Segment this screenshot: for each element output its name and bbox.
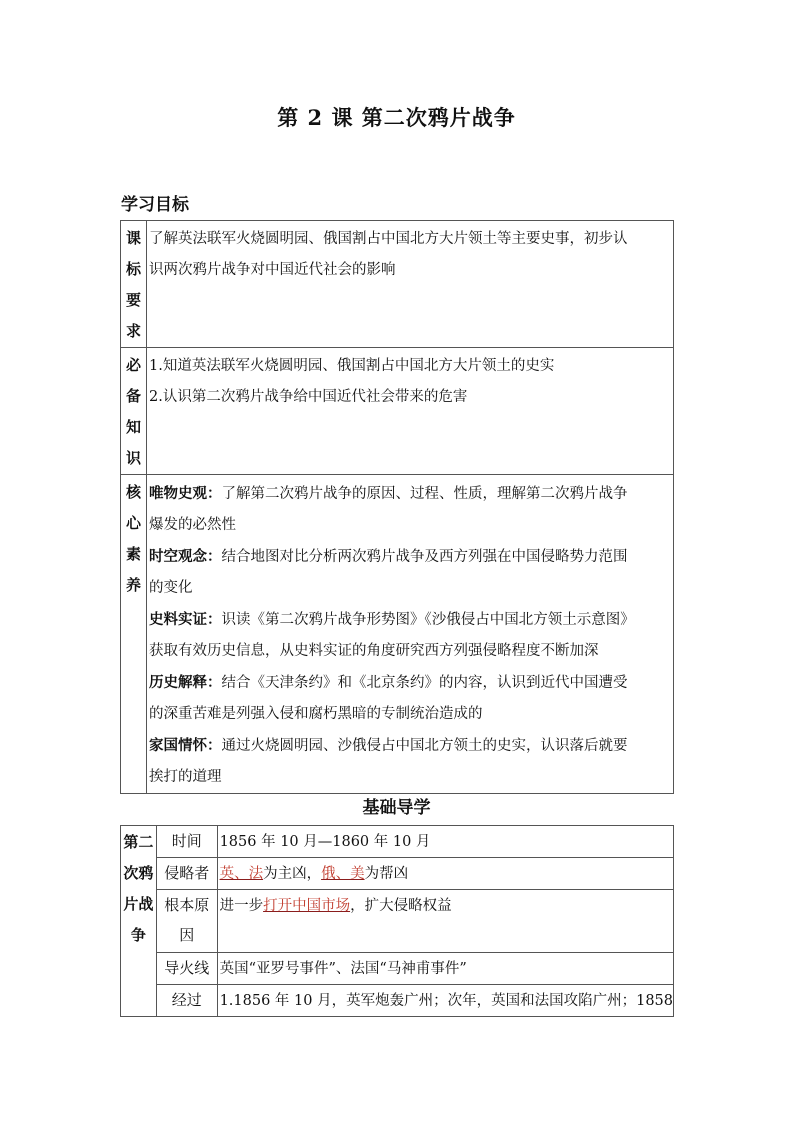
guide-row-cause <box>121 890 674 953</box>
competency-item: 时空观念：结合地图对比分析两次鸦片战争及西方列强在中国侵略势力范围 <box>149 548 628 565</box>
competency-item: 唯物史观：了解第二次鸦片战争的原因、过程、性质，理解第二次鸦片战争 <box>149 485 628 502</box>
goals-table <box>120 220 674 794</box>
text-line: 1.知道英法联军火烧圆明园、俄国割占中国北方大片领土的史实 <box>149 358 555 374</box>
value-fuse: 英国“亚罗号事件”、法国“马神甫事件” <box>217 953 673 985</box>
competency-item: 史料实证：识读《第二次鸦片战争形势图》《沙俄侵占中国北方领土示意图》 <box>149 611 635 628</box>
competency-term: 时空观念： <box>149 548 222 565</box>
text-line: 挨打的道理 <box>149 769 222 785</box>
guide-row-invaders <box>121 858 674 890</box>
page-title: 第 2 课 第二次鸦片战争 <box>277 105 516 130</box>
label-time: 时间 <box>156 826 217 858</box>
standards-content <box>147 221 674 348</box>
competency-term: 历史解释： <box>149 674 222 691</box>
guide-row-fuse <box>121 953 674 985</box>
row-label-knowledge: 必 备 知 识 <box>121 348 147 475</box>
label-fuse: 导火线 <box>156 953 217 985</box>
guide-table <box>120 825 674 1017</box>
section-heading-goals: 学习目标 <box>121 195 189 215</box>
row-label-standards: 课 标 要 求 <box>121 221 147 348</box>
goals-row-knowledge <box>121 348 674 475</box>
row-label-war: 第二 次鸦 片战 争 <box>121 826 157 1017</box>
competencies-content <box>147 475 674 794</box>
text-line: 了解英法联军火烧圆明园、俄国割占中国北方大片领土等主要史事，初步认 <box>149 231 628 247</box>
label-course: 经过 <box>156 985 217 1017</box>
text-line: 2.认识第二次鸦片战争给中国近代社会带来的危害 <box>149 389 468 405</box>
value-course: 1.1856 年 10 月，英军炮轰广州；次年，英国和法国攻陷广州；1858 <box>217 985 673 1017</box>
label-invaders: 侵略者 <box>156 858 217 890</box>
text-line: 的变化 <box>149 580 193 596</box>
knowledge-content <box>147 348 674 475</box>
section-heading-guide: 基础导学 <box>362 798 431 818</box>
goals-row-standards <box>121 221 674 348</box>
value-cause: 进一步打开中国市场，扩大侵略权益 <box>217 890 673 953</box>
value-time: 1856 年 10 月—1860 年 10 月 <box>217 826 673 858</box>
highlight-text: 俄、美 <box>321 866 365 882</box>
competency-term: 史料实证： <box>149 611 222 628</box>
label-cause: 根本原 因 <box>156 890 217 953</box>
competency-item: 家国情怀：通过火烧圆明园、沙俄侵占中国北方领土的史实，认识落后就要 <box>149 737 628 754</box>
value-invaders: 英、法为主凶，俄、美为帮凶 <box>217 858 673 890</box>
text-line: 的深重苦难是列强入侵和腐朽黑暗的专制统治造成的 <box>149 706 483 722</box>
goals-row-competencies <box>121 475 674 794</box>
highlight-text: 英、法 <box>219 866 264 882</box>
guide-row-time <box>121 826 674 858</box>
competency-term: 唯物史观： <box>149 485 222 502</box>
competency-item: 历史解释：结合《天津条约》和《北京条约》的内容，认识到近代中国遭受 <box>149 674 628 691</box>
row-label-competencies: 核 心 素 养 <box>121 475 147 794</box>
competency-term: 家国情怀： <box>149 737 222 754</box>
guide-row-course <box>121 985 674 1017</box>
text-line: 获取有效历史信息，从史料实证的角度研究西方列强侵略程度不断加深 <box>149 643 599 659</box>
highlight-text: 打开中国市场 <box>263 898 351 914</box>
text-line: 爆发的必然性 <box>149 517 236 533</box>
text-line: 识两次鸦片战争对中国近代社会的影响 <box>149 262 396 278</box>
